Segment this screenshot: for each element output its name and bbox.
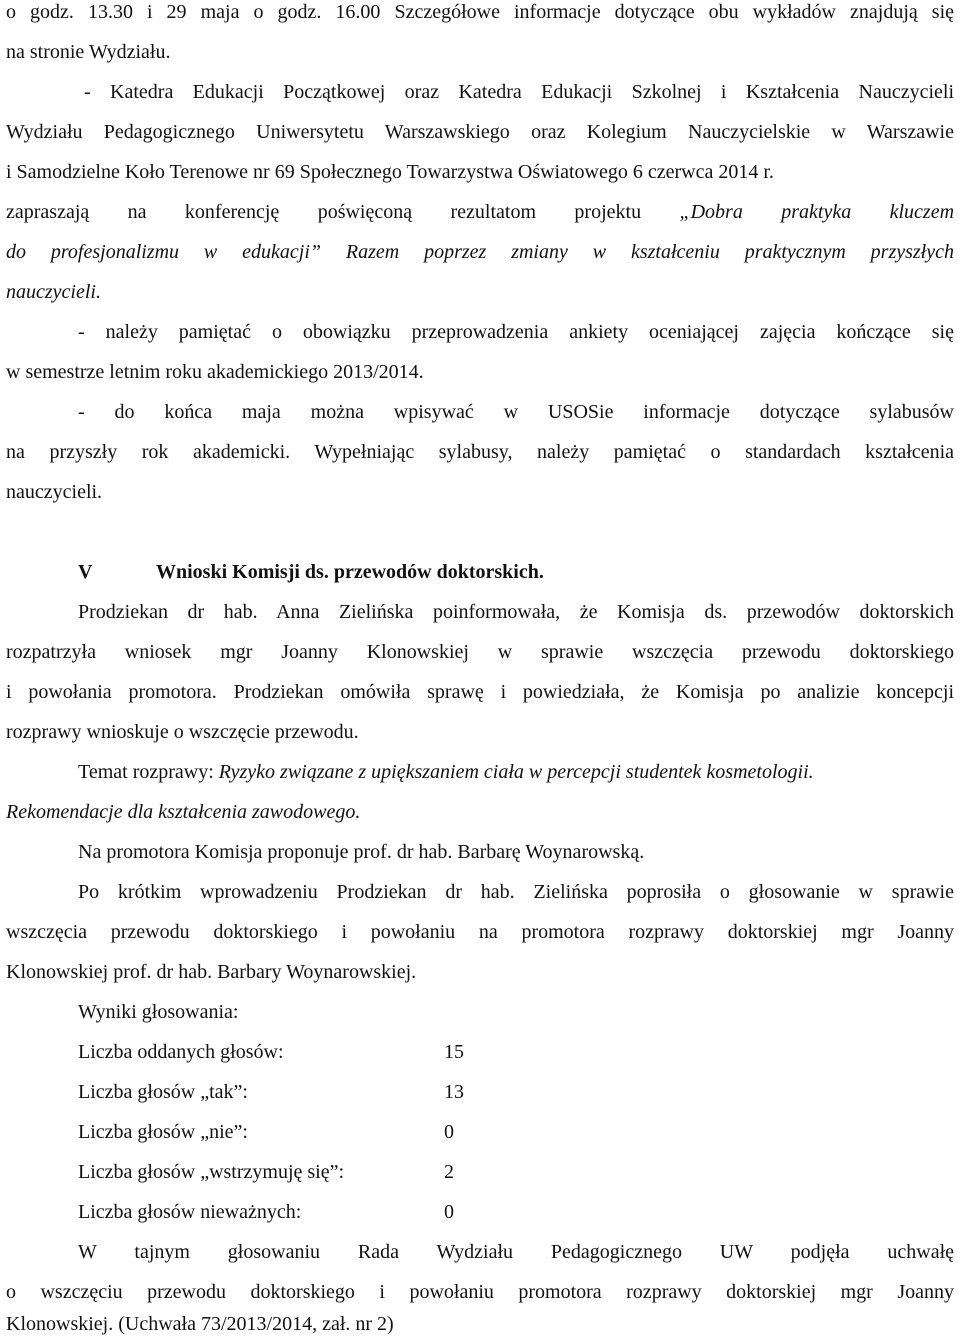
vote-row <box>78 1120 954 1144</box>
vote-row <box>78 1080 954 1104</box>
vote-label: Liczba głosów „nie”: <box>78 1121 248 1143</box>
paragraph-line: rozpatrzyła wniosek mgr Joanny Klonowskiej w sprawie wszczęcia przewodu doktorskiego <box>6 641 954 663</box>
paragraph-line <box>78 760 954 784</box>
paragraph-line: - do końca maja można wpisywać w USOSie informacje dotyczące sylabusów <box>78 401 954 423</box>
paragraph-line: Prodziekan dr hab. Anna Zielińska poinformowała, że Komisja ds. przewodów doktorskich <box>78 601 954 623</box>
vote-label: Liczba głosów nieważnych: <box>78 1201 302 1223</box>
paragraph-line: nauczycieli. <box>6 281 101 303</box>
paragraph-line: - Katedra Edukacji Początkowej oraz Katedra Edukacji Szkolnej i Kształcenia Nauczycieli <box>84 81 954 103</box>
paragraph-line: rozprawy wnioskuje o wszczęcie przewodu. <box>6 721 359 743</box>
vote-row <box>78 1200 954 1224</box>
section-title: Wnioski Komisji ds. przewodów doktorskich. <box>156 561 544 583</box>
vote-value: 15 <box>444 1041 464 1063</box>
paragraph-line: Wydziału Pedagogicznego Uniwersytetu Warszawskiego oraz Kolegium Nauczycielskie w Warszawie <box>6 121 954 143</box>
paragraph-line: o godz. 13.30 i 29 maja o godz. 16.00 Szczegółowe informacje dotyczące obu wykładów znajdują się <box>6 1 954 23</box>
results-heading: Wyniki głosowania: <box>78 1001 239 1023</box>
paragraph-line <box>6 240 954 264</box>
vote-value: 2 <box>444 1161 454 1183</box>
vote-row <box>78 1160 954 1184</box>
vote-value: 0 <box>444 1201 454 1223</box>
vote-value: 13 <box>444 1081 464 1103</box>
paragraph-line: Klonowskiej prof. dr hab. Barbary Woynarowskiej. <box>6 961 417 983</box>
paragraph-line: - należy pamiętać o obowiązku przeprowadzenia ankiety oceniającej zajęcia kończące się <box>78 321 954 343</box>
paragraph-line <box>6 200 954 224</box>
project-title: Razem poprzez zmiany w kształceniu praktycznym przyszłych <box>345 241 954 263</box>
paragraph-line: i powołania promotora. Prodziekan omówiła sprawę i powiedziała, że Komisja po analizie koncepcji <box>6 681 954 703</box>
paragraph-line: Po krótkim wprowadzeniu Prodziekan dr hab. Zielińska poprosiła o głosowanie w sprawie <box>78 881 954 903</box>
paragraph-line: o wszczęciu przewodu doktorskiego i powołaniu promotora rozprawy doktorskiej mgr Joanny <box>6 1281 954 1303</box>
project-title: do profesjonalizmu w edukacji” <box>6 241 346 263</box>
paragraph-line: i Samodzielne Koło Terenowe nr 69 Społecznego Towarzystwa Oświatowego 6 czerwca 2014 r. <box>6 161 774 183</box>
vote-label: Liczba oddanych głosów: <box>78 1041 284 1063</box>
temat-label: Temat rozprawy: <box>78 761 219 783</box>
paragraph-line: na przyszły rok akademicki. Wypełniając sylabusy, należy pamiętać o standardach kształcenia <box>6 441 954 463</box>
paragraph-line: na stronie Wydziału. <box>6 41 171 63</box>
vote-row <box>78 1040 954 1064</box>
paragraph-line: nauczycieli. <box>6 481 103 503</box>
paragraph-line: Klonowskiej. (Uchwała 73/2013/2014, zał. nr 2) <box>6 1313 394 1335</box>
vote-label: Liczba głosów „tak”: <box>78 1081 248 1103</box>
dissertation-title: Rekomendacje dla kształcenia zawodowego. <box>6 801 361 823</box>
dissertation-title: Ryzyko związane z upiększaniem ciała w percepcji studentek kosmetologii. <box>218 761 814 783</box>
paragraph-line: Na promotora Komisja proponuje prof. dr hab. Barbarę Woynarowską. <box>78 841 645 863</box>
project-title: „Dobra praktyka kluczem <box>679 201 955 223</box>
text-run: zapraszają na konferencję poświęconą rezultatom projektu <box>6 201 680 223</box>
section-heading <box>78 560 954 584</box>
vote-value: 0 <box>444 1121 454 1143</box>
section-number: V <box>78 561 93 583</box>
paragraph-line: W tajnym głosowaniu Rada Wydziału Pedagogicznego UW podjęła uchwałę <box>78 1241 954 1263</box>
paragraph-line: w semestrze letnim roku akademickiego 2013/2014. <box>6 361 424 383</box>
paragraph-line: wszczęcia przewodu doktorskiego i powołaniu na promotora rozprawy doktorskiej mgr Joanny <box>6 921 954 943</box>
vote-label: Liczba głosów „wstrzymuję się”: <box>78 1161 345 1183</box>
